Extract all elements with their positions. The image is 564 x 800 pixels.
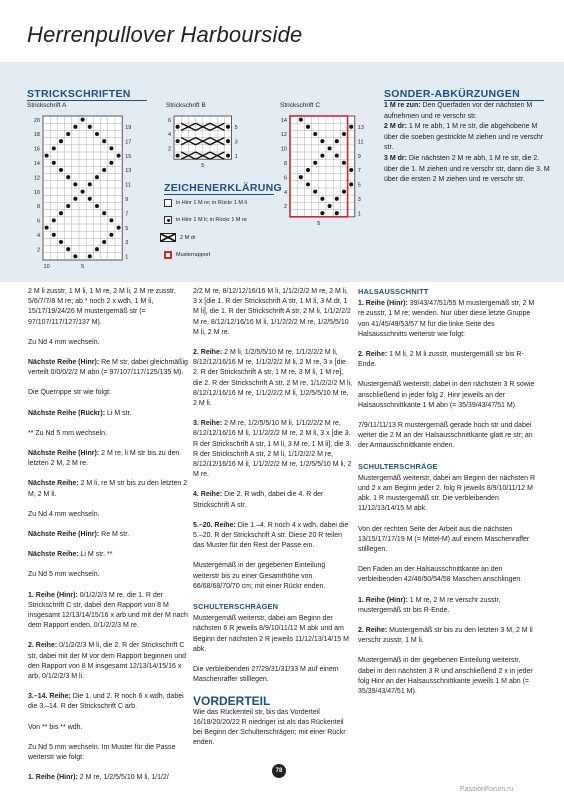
section-heading: SCHULTERSCHRÄGE	[358, 461, 438, 471]
purl-stitch	[109, 146, 113, 150]
purl-stitch	[52, 218, 56, 222]
purl-stitch	[306, 168, 310, 172]
paragraph-text: 0/1/2/2/3 M li, die 2. R der Strickschrift C str, dabei mit der M vor dem Rapport beginnen und den Rapport von 8 M insgesamt 12/13/14/15/16 x arb, 0/1/2/2/3 M li.	[28, 642, 186, 681]
paragraph-text: Zu Nd 4 mm wechseln.	[28, 338, 100, 346]
paragraph-text: 2 M li, 1/2/5/5/10 M re, 1/1/2/2/2 M li, 8/12/12/16/16 M re, 1/1/2/2/2 M li, 2 M re, 3 x [die 2. R der Strickschrift A str, 1 M re, 3 M li, 1 M re], die 2. R der Strickschrift A str, 2 M re, 1/1/2/2/2 M li, 8/12/12/16/16 M re, 1/1/2/2/2 M li, 1/2/5/5/10 M re, 2 M li.	[193, 349, 353, 408]
paragraph	[28, 409, 188, 419]
row-number: 5	[234, 124, 238, 131]
column-number: 5	[81, 264, 85, 270]
purl-stitch	[66, 175, 70, 179]
purl-stitch	[95, 247, 99, 251]
rapport-frame-icon	[164, 251, 172, 259]
row-number: 3	[234, 139, 238, 146]
row-number: 12	[280, 132, 287, 139]
paragraph	[28, 550, 188, 560]
row-number: 3	[357, 196, 361, 203]
row-number: 8	[36, 204, 40, 211]
paragraph	[358, 474, 536, 515]
step-label: 3. Reihe:	[193, 420, 223, 428]
step-label: Nächste Reihe (Hinr):	[28, 531, 100, 539]
paragraph	[358, 350, 536, 370]
row-number: 1	[234, 153, 238, 160]
purl-stitch	[349, 168, 353, 172]
step-label: 2. Reihe:	[28, 642, 58, 650]
row-number: 16	[33, 146, 40, 153]
row-number: 15	[125, 153, 132, 160]
purl-stitch	[328, 146, 332, 150]
paragraph-text: Die 1.–4. R noch 4 x wdh, dabei die 5.–20. R der Strickschrift A str. Diese 20 R teilen das Muster für den Rest der Passe ein.	[193, 521, 349, 550]
sonder-item: 3 M dr: Die nächsten 2 M re abh, 1 M re str, die 2. über die 1. M ziehen und re verschr str, dann die 3. M über die ersten 2 M ziehen und re verschr str.	[384, 154, 550, 184]
purl-stitch	[102, 139, 106, 143]
paragraph	[358, 626, 536, 646]
paragraph	[28, 429, 188, 439]
chart-c	[278, 112, 378, 227]
text-column-3	[358, 287, 536, 707]
purl-dot-icon	[164, 216, 172, 224]
paragraph	[193, 287, 353, 338]
chart-b	[162, 112, 262, 170]
purl-stitch	[335, 139, 339, 143]
paragraph	[28, 388, 188, 398]
sonder-item: 1 M re zun: Den Querfaden vor der nächsten M aufnehmen und re verschr str.	[384, 102, 533, 120]
row-number: 9	[357, 153, 361, 160]
footer-watermark: PassionForum.ru	[460, 786, 514, 793]
chart-b-label: Strickschrift B	[166, 102, 206, 109]
paragraph-text: Die 2. R wdh, dabei die 4. R der Strickschrift A str.	[193, 491, 324, 509]
purl-stitch	[109, 233, 113, 237]
purl-stitch	[73, 182, 77, 186]
purl-stitch	[66, 247, 70, 251]
paragraph-text: 1 M li, 2 M li zusstr, mustergemäß str bis R-Ende.	[358, 351, 524, 369]
purl-stitch	[320, 197, 324, 201]
paragraph	[193, 708, 353, 749]
column-number: 5	[201, 163, 205, 170]
purl-stitch	[52, 233, 56, 237]
row-number: 13	[357, 124, 364, 131]
step-label: 5.–20. Reihe:	[193, 521, 236, 529]
purl-stitch	[117, 154, 121, 158]
purl-stitch	[328, 204, 332, 208]
row-number: 11	[125, 182, 131, 189]
paragraph	[193, 614, 353, 655]
row-number: 4	[283, 189, 287, 196]
chart-a	[27, 112, 137, 270]
paragraph-text: Mustergemäß str bis zu den letzten 3 M, 2 M li verschr zusstr, 1 M li.	[358, 627, 533, 645]
purl-stitch	[102, 211, 106, 215]
row-number: 18	[33, 132, 40, 139]
paragraph	[358, 380, 536, 411]
row-number: 8	[283, 160, 287, 167]
purl-stitch	[306, 125, 310, 129]
purl-stitch	[176, 125, 180, 129]
text-column-1	[28, 287, 188, 794]
cross-symbol-icon	[160, 233, 176, 242]
purl-stitch	[73, 254, 77, 258]
paragraph	[358, 421, 536, 452]
paragraph-text: Zu Nd 5 mm wechseln. Im Muster für die Passe weiterstr wie folgt:	[28, 743, 176, 762]
paragraph	[28, 723, 188, 733]
purl-stitch	[88, 254, 92, 258]
row-number: 9	[125, 196, 129, 203]
purl-stitch	[102, 168, 106, 172]
purl-stitch	[52, 146, 56, 150]
paragraph-text: Mustergemäß weiterstr, dabei am Beginn der nächsten R und 2 x am Beginn jeder 2. folg R jeweils 8/9/10/11/12 M abk. 1 R mustergemäß str. Die verbleibenden 11/12/13/14/15 M abk.	[358, 474, 536, 513]
row-number: 4	[36, 232, 40, 239]
purl-stitch	[109, 218, 113, 222]
row-number: 7	[125, 211, 129, 218]
row-number: 10	[33, 189, 40, 196]
paragraph	[358, 656, 536, 697]
row-number: 7	[357, 168, 361, 175]
row-number: 13	[125, 168, 132, 175]
knit-symbol-icon	[164, 199, 172, 207]
sonder-item: 2 M dr: 1 M re abh, 1 M re str, die abgehobene M über die soeben gestrickte M ziehen und re verschr str.	[384, 123, 544, 152]
paragraph-text: Den Faden an der Halsausschnittkante an den verbleibenden 42/46/50/54/58 Maschen anschlingen.	[358, 566, 523, 584]
row-number: 6	[167, 117, 171, 124]
paragraph-text: Li M str. **	[78, 551, 113, 559]
purl-stitch	[335, 211, 339, 215]
purl-stitch	[66, 204, 70, 208]
purl-stitch	[176, 154, 180, 158]
purl-stitch	[335, 154, 339, 158]
paragraph-text: Li M str.	[105, 409, 132, 417]
step-label: 1. Reihe (Hinr):	[28, 774, 78, 782]
paragraph-text: Die Querrippe str wie folgt:	[28, 389, 111, 397]
purl-stitch	[335, 197, 339, 201]
paragraph	[193, 561, 353, 592]
paragraph	[358, 299, 536, 340]
row-number: 4	[167, 132, 171, 139]
purl-stitch	[102, 240, 106, 244]
purl-stitch	[81, 118, 85, 122]
purl-stitch	[59, 168, 63, 172]
paragraph	[358, 596, 536, 616]
paragraph	[28, 479, 188, 499]
purl-stitch	[313, 161, 317, 165]
step-label: Nächste Reihe:	[28, 551, 79, 559]
paragraph	[28, 510, 188, 520]
purl-stitch	[320, 139, 324, 143]
row-number: 2	[167, 146, 171, 153]
row-number: 2	[36, 247, 40, 254]
paragraph-text: 1 M re, 2 M re verschr zusstr, mustergemäß str bis R-Ende.	[358, 596, 501, 614]
step-label: 1. Reihe (Hinr):	[358, 596, 408, 604]
step-label: Nächste Reihe (Hinr):	[28, 359, 100, 367]
paragraph	[28, 287, 188, 328]
purl-stitch	[45, 226, 49, 230]
row-number: 19	[125, 124, 132, 131]
paragraph-text: ** Zu Nd 5 mm wechseln.	[28, 429, 107, 437]
paragraph	[28, 358, 188, 378]
purl-stitch	[313, 132, 317, 136]
paragraph-text: 39/43/47/51/55 M mustergemäß str, 2 M re zusstr, 1 M re; wenden. Nur über diese letzte Gruppe von 41/45/49/53/57 M für die linke Seite des Halsausschnitts weiterstr wie folgt:	[358, 300, 535, 338]
purl-stitch	[342, 132, 346, 136]
purl-stitch	[320, 211, 324, 215]
paragraph-text: 2 M re, 1/2/5/5/10 M li, 1/1/2/	[77, 774, 169, 782]
zeichen-rule	[164, 194, 274, 195]
purl-stitch	[66, 132, 70, 136]
purl-stitch	[299, 175, 303, 179]
sonder-list	[384, 101, 552, 186]
paragraph-text: 2 M li, re M str bis zu den letzten 2 M, 2 M li.	[28, 480, 188, 498]
purl-stitch	[349, 182, 353, 186]
paragraph-text: Zu Nd 5 mm wechseln.	[28, 571, 100, 579]
purl-stitch	[73, 125, 77, 129]
purl-stitch	[226, 154, 230, 158]
paragraph	[28, 338, 188, 348]
paragraph	[193, 490, 353, 510]
strickschriften-heading: STRICKSCHRIFTEN	[27, 88, 131, 100]
step-label: 2. Reihe:	[193, 349, 223, 357]
part-heading: VORDERTEIL	[193, 693, 271, 708]
row-number: 14	[33, 160, 40, 167]
paragraph	[28, 773, 188, 783]
purl-stitch	[95, 132, 99, 136]
purl-stitch	[88, 182, 92, 186]
sonder-heading: SONDER-ABKÜRZUNGEN	[384, 88, 521, 100]
paragraph-text: Mustergemäß in der gegebenen Einteilung weiterstr bis zu einer Gesamthöhe von 66/68/68/70/70 cm; mit einer Rückr enden.	[193, 562, 326, 590]
paragraph	[28, 530, 188, 540]
purl-stitch	[95, 175, 99, 179]
legend-2mdr: 2 M dr	[160, 233, 196, 242]
chart-a-label: Strickschrift A	[27, 102, 67, 109]
heading-rule	[27, 100, 147, 101]
legend-knit: in Hinr 1 M re; in Rückr 1 M li	[164, 199, 247, 207]
paragraph	[193, 521, 353, 552]
purl-stitch	[88, 197, 92, 201]
row-number: 14	[280, 117, 287, 124]
step-label: 2. Reihe:	[358, 351, 388, 359]
paragraph-text: Von der rechten Seite der Arbeit aus die nächsten 13/15/17/17/19 M (= Mittel-M) auf einem Maschenraffer stilllegen.	[358, 525, 530, 554]
paragraph-text: 2 M re, 1/2/5/5/10 M li, 1/1/2/2/2 M re, 8/12/12/16/16 M li, 1/1/2/2/2 M re, 2 M li, 3 x [die 3. R der Strickschrift A str, 1 M li, 3 M re, 1 M li], die 3. R der Strickschrift A str, 2 M li, 1/1/2/2/2 M re, 8/12/12/16/16 M li, 1/1/2/2/2 M re, 1/2/5/5/10 M li, 2 M re.	[193, 420, 352, 479]
step-label: 3.–14. Reihe:	[28, 693, 71, 701]
paragraph	[193, 348, 353, 409]
paragraph	[193, 665, 353, 685]
paragraph-text: Mustergemäß in der gegebenen Einteilung weiterstr, dabei in den nächsten 3 R und anschließend 2 x in jeder folg Hinr an der Halsausschnittkante jeweils 1 M abn (= 35/39/43/47/51 M).	[358, 657, 533, 696]
purl-stitch	[45, 154, 49, 158]
legend-rapport: Musterrapport	[164, 251, 210, 259]
paragraph-text: Mustergemäß weiterstr, dabei am Beginn der nächsten 6 R jeweils 8/9/10/11/12 M abk und am Beginn der nächsten 2 R jeweils 11/12/13/14/15 M abk.	[193, 615, 349, 653]
purl-stitch	[81, 190, 85, 194]
step-label: Nächste Reihe (Rückr):	[28, 409, 106, 417]
purl-stitch	[117, 226, 121, 230]
page-number: 78	[272, 764, 286, 778]
purl-stitch	[226, 125, 230, 129]
purl-stitch	[88, 125, 92, 129]
zeichen-heading: ZEICHENERKLÄRUNG	[164, 182, 282, 194]
row-number: 2	[283, 204, 287, 211]
column-number: 5	[317, 220, 321, 227]
step-label: 1. Reihe (Hinr):	[28, 591, 78, 599]
paragraph	[28, 591, 188, 632]
paragraph-text: Zu Nd 4 mm wechseln.	[28, 510, 100, 518]
paragraph-text: 2 M li zusstr, 1 M li, 1 M re, 2 M li, 2 M re zusstr, 5/6/7/7/8 M re; ab * noch 2 x wdh, 1 M li, 15/17/19/24/26 M mustergemäß str (= 97/107/117/127/137 M).	[28, 288, 176, 326]
paragraph	[28, 570, 188, 580]
paragraph	[193, 419, 353, 480]
purl-stitch	[73, 197, 77, 201]
purl-stitch	[226, 139, 230, 143]
paragraph-text: 0/1/2/2/3 M re, die 1. R der Strickschrift C str, dabei den Rapport von 8 M insgesamt 12/13/14/15/16 x arb und mit der M nach dem Rapport enden, 0/1/2/2/3 M re.	[28, 591, 188, 630]
purl-stitch	[299, 118, 303, 122]
purl-stitch	[313, 190, 317, 194]
purl-stitch	[320, 154, 324, 158]
purl-stitch	[59, 139, 63, 143]
legend-purl: in Hinr 1 M li; in Rückr 1 M re	[164, 216, 247, 224]
section-heading: SCHULTERSCHRÄGEN	[193, 602, 279, 612]
paragraph	[358, 525, 536, 556]
paragraph-text: Re M str, dabei gleichmäßig verteilt 0/0/0/2/2 M abn (= 97/107/117/125/135 M).	[28, 359, 188, 377]
row-number: 10	[280, 146, 287, 153]
row-number: 5	[357, 182, 361, 189]
purl-stitch	[176, 139, 180, 143]
purl-stitch	[349, 125, 353, 129]
paragraph-text: Von ** bis ** wdh.	[28, 723, 83, 731]
step-label: 2. Reihe:	[358, 627, 388, 635]
step-label: Nächste Reihe:	[28, 480, 79, 488]
step-label: 1. Reihe (Hinr):	[358, 300, 408, 308]
row-number: 6	[283, 175, 287, 182]
paragraph	[28, 743, 188, 763]
row-number: 5	[125, 225, 129, 232]
row-number: 20	[33, 117, 40, 124]
row-number: 1	[357, 211, 361, 218]
column-number: 10	[43, 264, 50, 270]
row-number: 3	[125, 240, 129, 247]
purl-stitch	[306, 182, 310, 186]
paragraph-text: Die verbleibenden 27/29/31/31/33 M auf einem Maschenraffer stilllegen.	[193, 666, 339, 684]
row-number: 11	[357, 139, 364, 146]
page-title: Herrenpullover Harbourside	[27, 22, 303, 47]
text-column-2	[193, 287, 353, 759]
purl-stitch	[59, 240, 63, 244]
step-label: 4. Reihe:	[193, 491, 223, 499]
section-heading: HALSAUSSCHNITT	[358, 287, 429, 296]
paragraph	[28, 692, 188, 712]
paragraph-text: 7/9/11/11/13 R mustergemäß gerade hoch str und dabei weiter die 2 M an der Halsausschnittkante glatt re str; an der Armausschnittkante enden.	[358, 422, 533, 450]
step-label: Nächste Reihe (Hinr):	[28, 450, 100, 458]
paragraph-text: 2 M re, li M str bis zu den letzten 2 M, 2 M re.	[28, 450, 180, 468]
purl-stitch	[52, 161, 56, 165]
row-number: 17	[125, 139, 132, 146]
purl-stitch	[59, 211, 63, 215]
purl-stitch	[109, 161, 113, 165]
paragraph-text: Die 1. und 2. R noch 6 x wdh, dabei die 3.–14. R der Strickschrift C arb.	[28, 693, 184, 711]
row-number: 1	[125, 254, 129, 261]
purl-stitch	[342, 190, 346, 194]
purl-stitch	[95, 204, 99, 208]
paragraph-text: Wie das Rückenteil str, bis das Vorderteil 16/18/20/20/22 R niedriger ist als das Rückenteil bei Beginn der Schulterschrägen; mit einer Rückr enden.	[193, 708, 346, 747]
paragraph-text: Mustergemäß weiterstr, dabei in den nächsten 3 R sowie anschließend in jeder folg 2. Hinr jeweils an der Halsausschnittkante 1 M abn (= 35/39/43/47/51 M).	[358, 381, 535, 409]
paragraph	[358, 565, 536, 585]
row-number: 12	[33, 175, 40, 182]
paragraph	[28, 641, 188, 682]
paragraph-text: 2/2 M re, 8/12/12/16/16 M li, 1/1/2/2/2 M re, 2 M li, 3 x [die 1. R der Strickschrift A str, 1 M li, 3 M dr, 1 M li], die 1. R der Strickschrift A str, 2 M li, 1/1/2/2/2 M re, 8/12/12/16/16 M li, 1/1/2/2/2 M re, 1/2/5/5/10 M li, 2 M re.	[193, 288, 351, 336]
paragraph	[28, 449, 188, 469]
purl-stitch	[342, 161, 346, 165]
paragraph-text: Re M str.	[99, 531, 130, 539]
chart-c-label: Strickschrift C	[280, 102, 321, 109]
row-number: 6	[36, 218, 40, 225]
